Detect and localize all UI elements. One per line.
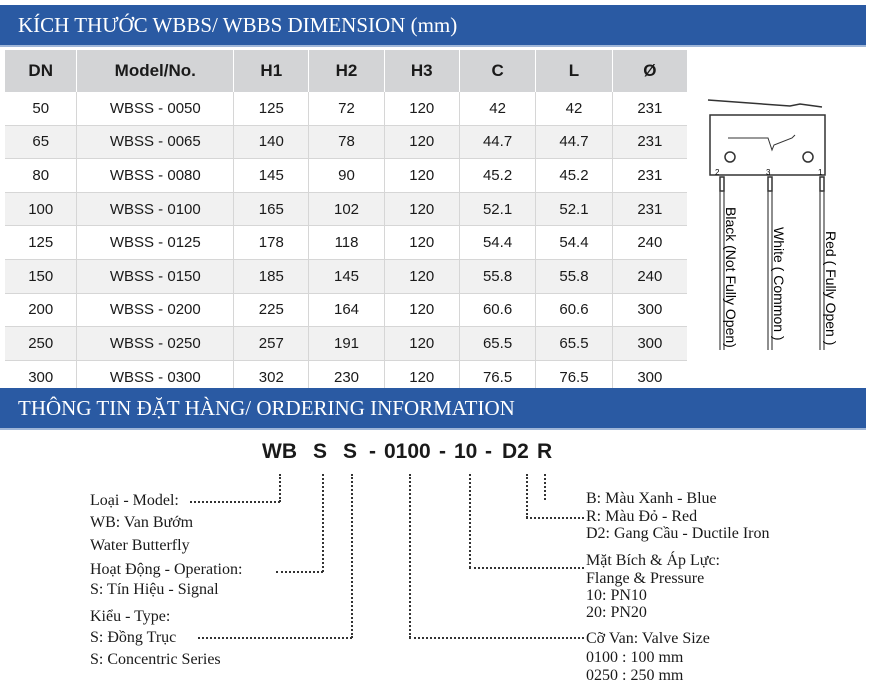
wire-label-white: White ( Common ): [771, 227, 787, 341]
table-cell: 200: [5, 293, 77, 327]
table-row: [5, 259, 687, 293]
type-heading: Kiểu - Type:: [90, 608, 171, 625]
operation-signal: S: Tín Hiệu - Signal: [90, 581, 219, 598]
pin-label-2: 2: [715, 168, 720, 177]
header-model: Model/No.: [77, 50, 234, 92]
dimension-banner: [0, 5, 866, 45]
code-color: R: [537, 440, 553, 463]
table-cell: 120: [384, 327, 459, 361]
table-cell: 125: [234, 92, 309, 125]
leader-material-h: [526, 517, 584, 519]
ordering-banner: [0, 388, 866, 428]
code-type: S: [343, 440, 358, 463]
size-100: 0100 : 100 mm: [586, 649, 684, 666]
header-h1: H1: [234, 50, 309, 92]
table-cell: 120: [384, 125, 459, 159]
table-cell: 78: [309, 125, 384, 159]
table-cell: WBSS - 0150: [77, 259, 234, 293]
banner-divider: [0, 45, 866, 47]
table-cell: 120: [384, 259, 459, 293]
table-header-row: [5, 50, 687, 92]
order-code: [0, 440, 874, 470]
table-row: [5, 192, 687, 226]
table-cell: 178: [234, 226, 309, 260]
table-cell: 52.1: [459, 192, 535, 226]
table-cell: 65.5: [459, 327, 535, 361]
size-250: 0250 : 250 mm: [586, 667, 684, 684]
table-cell: 231: [612, 92, 687, 125]
header-h3: H3: [384, 50, 459, 92]
table-cell: 165: [234, 192, 309, 226]
header-h2: H2: [309, 50, 384, 92]
pin-label-3: 3: [766, 168, 771, 177]
type-concentric-vn: S: Đồng Trục: [90, 629, 177, 646]
leader-pressure-v: [469, 474, 471, 568]
code-material: D2: [502, 440, 529, 463]
wire-label-red: Red ( Fully Open ): [823, 231, 839, 346]
leader-pressure-h: [469, 567, 584, 569]
table-cell: 300: [612, 360, 687, 394]
table-body: [5, 92, 687, 394]
leader-size-h: [409, 637, 584, 639]
leader-model-h: [190, 501, 280, 503]
table-cell: 76.5: [536, 360, 612, 394]
switch-lever: [708, 100, 822, 107]
type-concentric-en: S: Concentric Series: [90, 651, 221, 668]
leader-operation-h: [276, 571, 323, 573]
table-cell: 55.8: [459, 259, 535, 293]
table-cell: WBSS - 0125: [77, 226, 234, 260]
leader-model-v: [279, 474, 281, 502]
table-cell: WBSS - 0250: [77, 327, 234, 361]
table-cell: 65.5: [536, 327, 612, 361]
table-cell: 300: [612, 293, 687, 327]
model-heading: Loại - Model:: [90, 492, 179, 509]
table-cell: 240: [612, 226, 687, 260]
table-cell: 302: [234, 360, 309, 394]
ordering-title: THÔNG TIN ĐẶT HÀNG/ ORDERING INFORMATION: [18, 396, 515, 420]
table-cell: 231: [612, 125, 687, 159]
table-cell: 72: [309, 92, 384, 125]
dimension-title: KÍCH THƯỚC WBBS/ WBBS DIMENSION (mm): [18, 13, 458, 37]
table-cell: 145: [309, 259, 384, 293]
table-cell: WBSS - 0200: [77, 293, 234, 327]
header-l: L: [536, 50, 612, 92]
color-red: R: Màu Đỏ - Red: [586, 508, 698, 525]
material-ductile: D2: Gang Cầu - Ductile Iron: [586, 525, 770, 542]
table-cell: 44.7: [536, 125, 612, 159]
table-cell: 50: [5, 92, 77, 125]
table-cell: 225: [234, 293, 309, 327]
table-cell: 240: [612, 259, 687, 293]
leader-color-v: [544, 474, 546, 500]
pin-label-1: 1: [818, 168, 823, 177]
table-cell: 65: [5, 125, 77, 159]
leader-operation-v: [322, 474, 324, 572]
pressure-pn20: 20: PN20: [586, 604, 647, 621]
table-cell: 120: [384, 159, 459, 193]
table-cell: 120: [384, 293, 459, 327]
flange-pressure: Flange & Pressure: [586, 570, 705, 587]
header-dn: DN: [5, 50, 77, 92]
wire-label-black: Black (Not Fully Open): [723, 207, 739, 348]
table-cell: 52.1: [536, 192, 612, 226]
table-cell: WBSS - 0300: [77, 360, 234, 394]
table-cell: 100: [5, 192, 77, 226]
table-cell: 300: [612, 327, 687, 361]
header-c: C: [459, 50, 535, 92]
table-cell: 120: [384, 360, 459, 394]
table-cell: 90: [309, 159, 384, 193]
code-size: 0100: [384, 440, 431, 463]
leader-material-v: [526, 474, 528, 518]
model-wb-vn: WB: Van Bướm: [90, 514, 194, 531]
table-cell: 54.4: [459, 226, 535, 260]
table-cell: WBSS - 0080: [77, 159, 234, 193]
code-model: WB: [262, 440, 297, 463]
micro-switch-diagram: [700, 95, 860, 365]
banner-divider: [0, 428, 866, 430]
table-cell: WBSS - 0050: [77, 92, 234, 125]
table-cell: 120: [384, 92, 459, 125]
table-cell: 76.5: [459, 360, 535, 394]
leader-size-v: [409, 474, 411, 638]
model-wb-en: Water Butterfly: [90, 537, 190, 554]
table-cell: 250: [5, 327, 77, 361]
table-cell: 185: [234, 259, 309, 293]
table-cell: 45.2: [459, 159, 535, 193]
table-cell: WBSS - 0065: [77, 125, 234, 159]
switch-body: [710, 115, 825, 175]
table-cell: 55.8: [536, 259, 612, 293]
table-cell: 125: [5, 226, 77, 260]
table-cell: 44.7: [459, 125, 535, 159]
code-dash: -: [485, 440, 492, 463]
code-dash: -: [369, 440, 376, 463]
table-cell: 60.6: [536, 293, 612, 327]
table-cell: 118: [309, 226, 384, 260]
table-cell: 191: [309, 327, 384, 361]
table-row: [5, 159, 687, 193]
code-pressure: 10: [454, 440, 478, 463]
table-cell: 45.2: [536, 159, 612, 193]
flange-heading: Mặt Bích & Áp Lực:: [586, 552, 720, 569]
leader-type-h: [198, 637, 352, 639]
table-cell: 60.6: [459, 293, 535, 327]
leader-type-v: [351, 474, 353, 638]
table-cell: 231: [612, 159, 687, 193]
table-row: [5, 92, 687, 125]
table-cell: 80: [5, 159, 77, 193]
table-cell: 230: [309, 360, 384, 394]
table-cell: 164: [309, 293, 384, 327]
color-blue: B: Màu Xanh - Blue: [586, 490, 717, 507]
table-row: [5, 327, 687, 361]
table-cell: WBSS - 0100: [77, 192, 234, 226]
header-diameter: Ø: [612, 50, 687, 92]
table-cell: 102: [309, 192, 384, 226]
code-dash: -: [439, 440, 446, 463]
table-row: [5, 226, 687, 260]
table-cell: 54.4: [536, 226, 612, 260]
table-cell: 300: [5, 360, 77, 394]
table-cell: 257: [234, 327, 309, 361]
table-row: [5, 293, 687, 327]
table-cell: 120: [384, 192, 459, 226]
pressure-pn10: 10: PN10: [586, 587, 647, 604]
table-cell: 42: [536, 92, 612, 125]
table-cell: 140: [234, 125, 309, 159]
table-cell: 42: [459, 92, 535, 125]
dimension-table: [5, 50, 687, 394]
table-cell: 145: [234, 159, 309, 193]
table-row: [5, 125, 687, 159]
operation-heading: Hoạt Động - Operation:: [90, 561, 243, 578]
table-cell: 231: [612, 192, 687, 226]
size-heading: Cỡ Van: Valve Size: [586, 630, 710, 647]
table-cell: 120: [384, 226, 459, 260]
code-operation: S: [313, 440, 328, 463]
table-cell: 150: [5, 259, 77, 293]
